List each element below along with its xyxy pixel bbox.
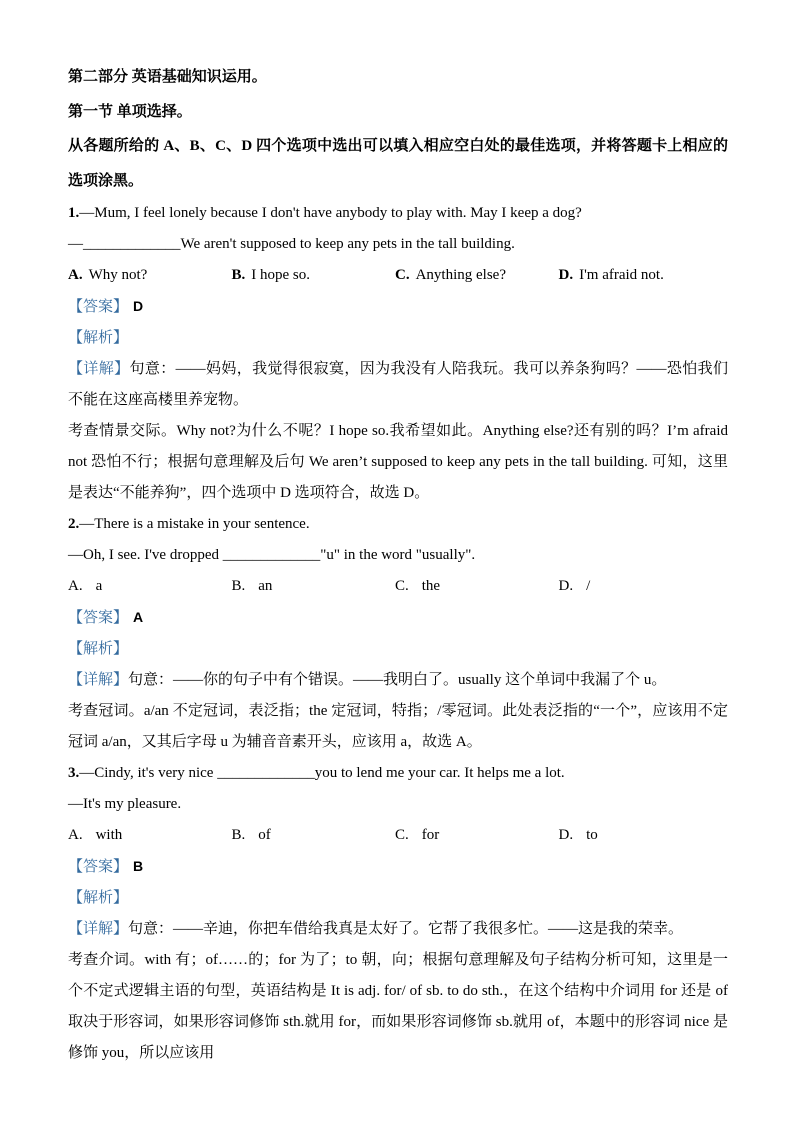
answer-value: B bbox=[133, 858, 144, 874]
detail-analysis-paragraph: 考查介词。with 有；of……的；for 为了；to 朝，向；根据句意理解及句子结构分析可知，这里是一个不定式逻辑主语的句型，英语结构是 It is adj. for/ of sb. to do sth.，在这个结构中介词用 for 还是 of 取决于形容词，如果形容词修饰 sth.就用 for，而如果形容词修饰 sb.就用 of，本题中的形容词 nice 是修饰 you，所以应该用 bbox=[68, 952, 728, 1061]
answer-label: 【答案】 bbox=[68, 859, 129, 875]
question-3 bbox=[68, 758, 728, 1069]
option-text: a bbox=[95, 578, 103, 594]
option-text: to bbox=[586, 827, 598, 843]
option-text: with bbox=[95, 827, 123, 843]
question-reply: —_____________We aren't supposed to keep any pets in the tall building. bbox=[68, 236, 515, 252]
detail-analysis-paragraph: 考查冠词。a/an 不定冠词，表泛指；the 定冠词，特指；/零冠词。此处表泛指的“一个”，应该用不定冠词 a/an，又其后字母 u 为辅音音素开头，应该用 a，故选 A。 bbox=[68, 703, 728, 750]
question-stem bbox=[68, 758, 728, 789]
detail-label: 【详解】 bbox=[68, 672, 129, 688]
detail-sentence: 句意：——你的句子中有个错误。——我明白了。usually 这个单词中我漏了个 u。 bbox=[128, 672, 667, 688]
options-row bbox=[68, 820, 728, 851]
option-a bbox=[68, 260, 232, 291]
analysis-line bbox=[68, 634, 728, 665]
detail-sentence-paragraph bbox=[68, 914, 728, 945]
option-letter: B. bbox=[231, 578, 246, 594]
question-number: 1. bbox=[68, 205, 80, 221]
option-text: I'm afraid not. bbox=[579, 267, 664, 283]
question-stem bbox=[68, 509, 728, 540]
analysis-label: 【解析】 bbox=[68, 641, 129, 657]
answer-value: A bbox=[133, 609, 144, 625]
option-letter: C. bbox=[395, 267, 410, 283]
answer-line bbox=[68, 851, 728, 883]
stem-text: —Cindy, it's very nice _____________you to lend me your car. It helps me a lot. bbox=[79, 765, 565, 781]
analysis-label: 【解析】 bbox=[68, 330, 129, 346]
option-letter: D. bbox=[558, 827, 574, 843]
option-d bbox=[559, 260, 729, 291]
stem-text: —There is a mistake in your sentence. bbox=[79, 516, 310, 532]
options-row bbox=[68, 260, 728, 291]
section-title: 第一节 单项选择。 bbox=[68, 103, 192, 120]
analysis-label: 【解析】 bbox=[68, 890, 129, 906]
option-d bbox=[559, 820, 729, 851]
option-letter: C. bbox=[395, 578, 409, 594]
detail-sentence-paragraph bbox=[68, 665, 728, 696]
option-letter: B. bbox=[231, 827, 246, 843]
question-reply: —It's my pleasure. bbox=[68, 796, 182, 812]
option-b bbox=[232, 820, 396, 851]
answer-line bbox=[68, 291, 728, 323]
option-text: of bbox=[258, 827, 271, 843]
option-c bbox=[395, 260, 559, 291]
question-reply: —Oh, I see. I've dropped _____________"u" in the word "usually". bbox=[68, 547, 476, 563]
analysis-line bbox=[68, 323, 728, 354]
answer-value: D bbox=[133, 298, 144, 314]
detail-sentence: 句意：——妈妈，我觉得很寂寞，因为我没有人陪我玩。我可以养条狗吗？——恐怕我们不能在这座高楼里养宠物。 bbox=[68, 361, 728, 408]
option-d bbox=[559, 571, 729, 602]
answer-label: 【答案】 bbox=[68, 299, 129, 315]
option-text: the bbox=[421, 578, 441, 594]
option-letter: A. bbox=[68, 267, 83, 283]
part-title: 第二部分 英语基础知识运用。 bbox=[68, 69, 267, 85]
answer-label: 【答案】 bbox=[68, 610, 129, 626]
detail-sentence: 句意：——辛迪，你把车借给我真是太好了。它帮了我很多忙。——这是我的荣幸。 bbox=[128, 921, 684, 937]
detail-label: 【详解】 bbox=[68, 921, 129, 937]
detail-label: 【详解】 bbox=[68, 361, 130, 377]
option-letter: C. bbox=[395, 827, 409, 843]
option-text: an bbox=[258, 578, 273, 594]
instructions: 从各题所给的 A、B、C、D 四个选项中选出可以填入相应空白处的最佳选项，并将答题卡上相应的选项涂黑。 bbox=[68, 138, 728, 189]
stem-text: —Mum, I feel lonely because I don't have anybody to play with. May I keep a dog? bbox=[79, 205, 582, 221]
option-a bbox=[68, 820, 232, 851]
question-stem bbox=[68, 198, 728, 229]
option-text: / bbox=[586, 578, 591, 594]
detail-sentence-paragraph bbox=[68, 354, 728, 416]
option-text: Why not? bbox=[88, 267, 148, 283]
option-a bbox=[68, 571, 232, 602]
option-letter: B. bbox=[231, 267, 246, 283]
option-letter: D. bbox=[558, 578, 574, 594]
option-b bbox=[232, 571, 396, 602]
option-text: I hope so. bbox=[251, 267, 311, 283]
option-letter: D. bbox=[558, 267, 574, 283]
detail-analysis-paragraph: 考查情景交际。Why not?为什么不呢？I hope so.我希望如此。Anything else?还有别的吗？I’m afraid not 恐怕不行；根据句意理解及后句 We aren’t supposed to keep any pets in the tall building. 可知，这里是表达“不能养狗”，四个选项中 D 选项符合，故选 D。 bbox=[68, 423, 728, 501]
question-number: 3. bbox=[68, 765, 80, 781]
option-b bbox=[232, 260, 396, 291]
answer-line bbox=[68, 602, 728, 634]
option-c bbox=[395, 571, 559, 602]
option-letter: A. bbox=[68, 578, 83, 594]
question-2 bbox=[68, 509, 728, 758]
question-number: 2. bbox=[68, 516, 80, 532]
analysis-line bbox=[68, 883, 728, 914]
option-letter: A. bbox=[68, 827, 83, 843]
question-1 bbox=[68, 198, 728, 509]
options-row bbox=[68, 571, 728, 602]
option-c bbox=[395, 820, 559, 851]
option-text: Anything else? bbox=[415, 267, 506, 283]
option-text: for bbox=[421, 827, 440, 843]
